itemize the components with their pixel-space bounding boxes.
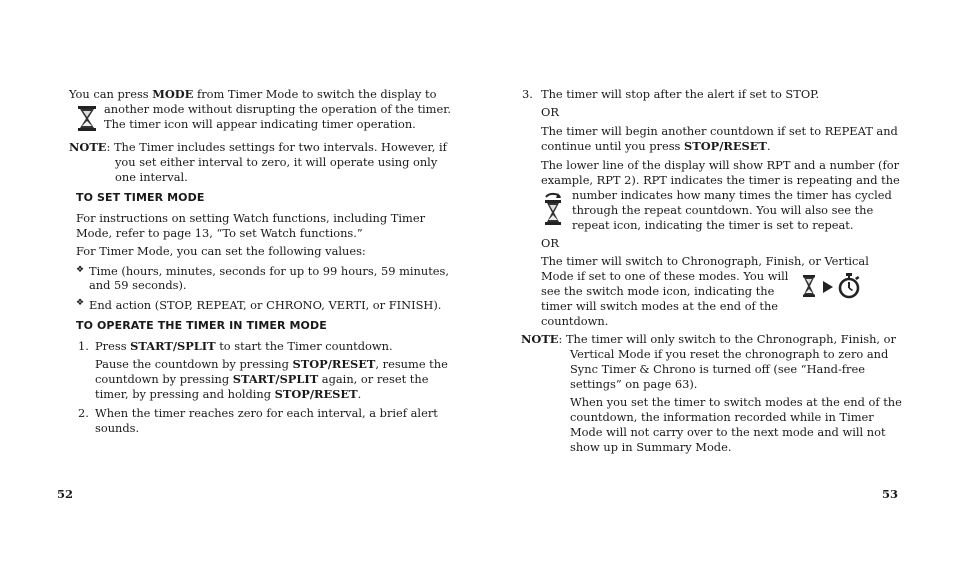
switch-para-line-4: timer will switch modes at the end of the [541,299,779,313]
switch-para-line-5: countdown. [541,314,609,328]
step-1-sub-line-1: Pause the countdown by pressing STOP/RESET, resume the [95,357,448,371]
rpt-para-line-3: number indicates how many times the timer has cycled [572,188,892,202]
note-para2-line-2: countdown, the information recorded while in Timer [570,410,874,424]
or-separator-2: OR [541,236,559,250]
switch-para-line-2: Mode if set to one of these modes. You will [541,269,789,283]
bullet-icon: ❖ [76,265,85,275]
note-para2-line-4: show up in Summary Mode. [570,440,732,454]
hourglass-icon [802,274,816,298]
page-number: 53 [882,487,899,501]
para2: For Timer Mode, you can set the following values: [76,244,366,258]
repeat-para-line-1: The timer will begin another countdown if set to REPEAT and [541,124,898,138]
page-number: 52 [57,487,74,501]
play-arrow-icon [822,280,834,294]
switch-para-line-3: see the switch mode icon, indicating the [541,284,775,298]
intro-line-3: The timer icon will appear indicating timer operation. [104,117,416,131]
rpt-para-line-1: The lower line of the display will show RPT and a number (for [541,158,900,172]
rpt-para-line-2: example, RPT 2). RPT indicates the timer is repeating and the [541,173,900,187]
note-line-1: NOTE: The Timer includes settings for two intervals. However, if [69,140,447,154]
note-line-2: you set either interval to zero, it will operate using only [115,155,438,169]
note-para2-line-3: Mode will not carry over to the next mode and will not [570,425,886,439]
note-line-3: Sync Timer & Chrono is turned off (see “Hand-free [570,362,865,376]
note-line-1: NOTE: The timer will only switch to the Chronograph, Finish, or [521,332,896,346]
bullet-2-line-1: End action (STOP, REPEAT, or CHRONO, VERTI, or FINISH). [89,298,442,312]
step-1-sub-line-2: countdown by pressing START/SPLIT again, or reset the [95,372,429,386]
step-1-sub-line-3: timer, by pressing and holding STOP/RESET. [95,387,362,401]
step-3-number: 3. [522,87,533,101]
intro-line-1: You can press MODE from Timer Mode to switch the display to [69,87,437,101]
note-line-2: Vertical Mode if you reset the chronograph to zero and [570,347,889,361]
step-1-number: 1. [78,339,89,353]
heading-operate-timer: TO OPERATE THE TIMER IN TIMER MODE [76,319,327,332]
step-3-text: The timer will stop after the alert if set to STOP. [541,87,820,101]
stopwatch-icon [837,272,861,300]
para1-line-1: For instructions on setting Watch functions, including Timer [76,211,426,225]
step-1-text: Press START/SPLIT to start the Timer countdown. [95,339,393,353]
bullet-1-line-2: and 59 seconds). [89,278,187,292]
heading-set-timer-mode: TO SET TIMER MODE [76,191,205,204]
step-2-line-1: When the timer reaches zero for each interval, a brief alert [95,406,438,420]
rpt-para-line-5: repeat icon, indicating the timer is set to repeat. [572,218,854,232]
rpt-para-line-4: through the repeat countdown. You will also see the [572,203,874,217]
bullet-icon: ❖ [76,298,85,308]
hourglass-icon [76,105,98,132]
repeat-hourglass-icon [542,190,564,226]
or-separator-1: OR [541,105,559,119]
note-para2-line-1: When you set the timer to switch modes at the end of the [570,395,902,409]
right-page [477,0,954,573]
intro-line-2: another mode without disrupting the operation of the timer. [104,102,452,116]
step-2-line-2: sounds. [95,421,140,435]
para1-line-2: Mode, refer to page 13, “To set Watch functions.” [76,226,363,240]
note-line-3: one interval. [115,170,188,184]
repeat-para-line-2: continue until you press STOP/RESET. [541,139,771,153]
note-line-4: settings” on page 63). [570,377,698,391]
bullet-1-line-1: Time (hours, minutes, seconds for up to 99 hours, 59 minutes, [89,264,449,278]
switch-para-line-1: The timer will switch to Chronograph, Finish, or Vertical [541,254,869,268]
step-2-number: 2. [78,406,89,420]
